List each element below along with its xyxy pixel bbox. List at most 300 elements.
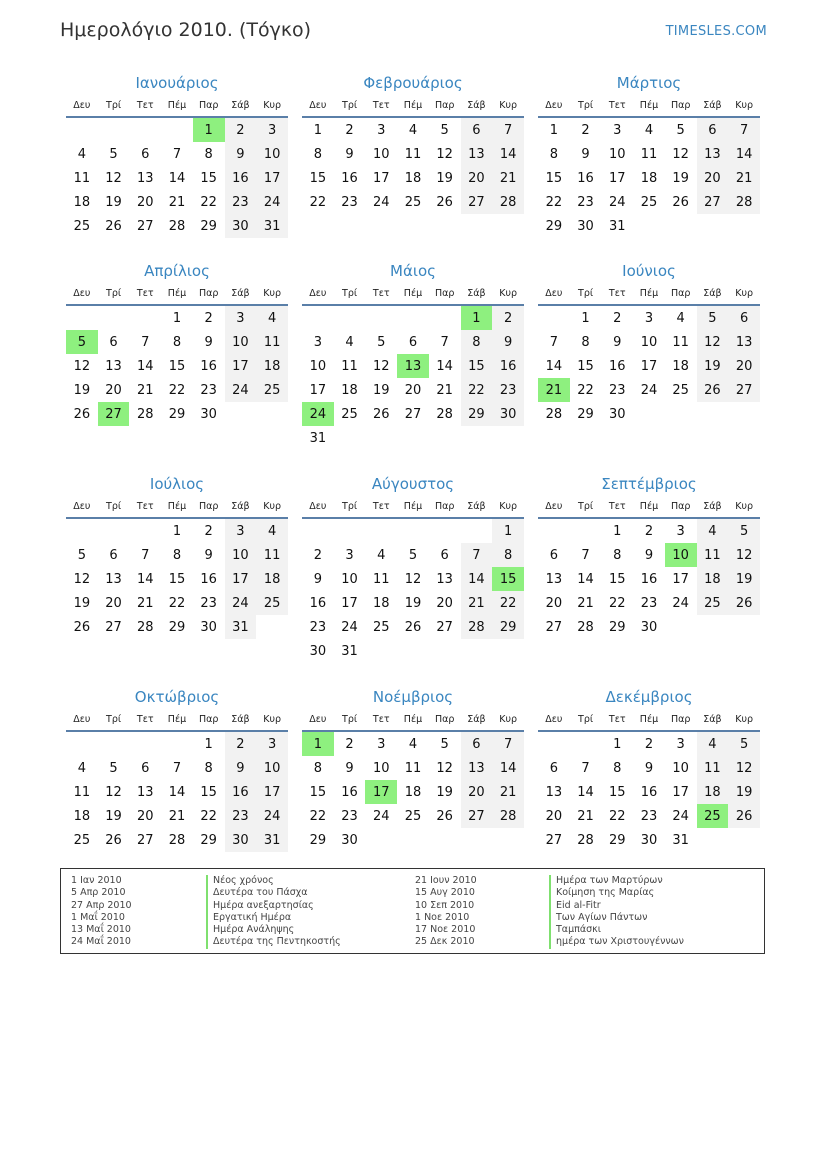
month-name: Ιανουάριος (135, 74, 219, 92)
weekday-header: Παρ (429, 708, 461, 731)
day-cell: 8 (313, 760, 322, 776)
day-cell: 21 (538, 378, 570, 402)
empty-cell (429, 639, 461, 663)
day-cell: 4 (697, 518, 729, 543)
day-cell: 19 (436, 784, 453, 800)
day-cell: 29 (608, 619, 626, 635)
day-cell: 4 (408, 122, 418, 138)
day-cell: 31 (256, 214, 288, 238)
day-cell: 14 (136, 358, 154, 374)
weekday-header: Παρ (429, 94, 461, 117)
day-cell: 23 (225, 190, 257, 214)
day-cell: 25 (73, 218, 91, 234)
day-cell: 4 (256, 518, 288, 543)
day-cell: 22 (492, 591, 524, 615)
legend-holiday-name: Κοίμηση της Μαρίας (549, 887, 684, 899)
day-cell: 3 (377, 736, 386, 752)
month-grid (538, 282, 760, 426)
day-cell: 11 (404, 146, 422, 162)
day-cell: 25 (672, 382, 689, 398)
day-cell: 11 (256, 543, 288, 567)
day-cell: 17 (256, 780, 288, 804)
day-cell: 7 (141, 547, 150, 563)
empty-cell (665, 615, 697, 639)
day-cell: 28 (577, 619, 594, 635)
day-cell: 5 (109, 146, 118, 162)
weekday-header: Τετ (129, 708, 161, 731)
month-name: Οκτώβριος (134, 688, 220, 706)
day-cell: 9 (225, 142, 257, 166)
day-cell: 12 (436, 146, 453, 162)
legend-date: 1 Νοε 2010 (415, 911, 470, 923)
day-cell: 6 (109, 334, 118, 350)
day-cell: 19 (404, 595, 422, 611)
day-cell: 12 (436, 760, 453, 776)
day-cell: 26 (697, 378, 729, 402)
weekday-header: Παρ (193, 94, 225, 117)
day-cell: 18 (73, 194, 91, 210)
day-cell: 28 (136, 406, 154, 422)
day-cell: 19 (73, 382, 91, 398)
empty-cell (397, 305, 429, 330)
day-cell: 14 (492, 756, 524, 780)
weekday-header: Τετ (601, 495, 633, 518)
day-cell: 14 (461, 567, 493, 591)
day-cell: 27 (105, 619, 122, 635)
day-cell: 13 (461, 756, 493, 780)
day-cell: 4 (345, 334, 354, 350)
day-cell: 9 (313, 571, 322, 587)
weekday-header: Δευ (66, 282, 98, 305)
weekday-header: Τετ (129, 282, 161, 305)
day-cell: 4 (377, 547, 386, 563)
weekday-header: Δευ (538, 708, 570, 731)
weekday-header: Δευ (302, 708, 334, 731)
day-cell: 10 (665, 543, 697, 567)
day-cell: 13 (545, 784, 563, 800)
day-cell: 14 (492, 142, 524, 166)
weekday-header: Κυρ (256, 708, 288, 731)
day-cell: 6 (461, 731, 493, 756)
day-cell: 8 (581, 334, 590, 350)
day-cell: 15 (577, 358, 594, 374)
empty-cell (665, 214, 697, 238)
day-cell: 12 (372, 358, 390, 374)
day-cell: 13 (728, 330, 760, 354)
empty-cell (256, 615, 288, 639)
day-cell: 26 (73, 619, 91, 635)
day-cell: 5 (377, 334, 386, 350)
day-cell: 3 (313, 334, 322, 350)
day-cell: 24 (225, 378, 257, 402)
day-cell: 28 (168, 832, 186, 848)
day-cell: 27 (404, 406, 422, 422)
day-cell: 21 (168, 194, 186, 210)
weekday-header: Τρί (570, 495, 602, 518)
weekday-header: Σάβ (461, 495, 493, 518)
day-cell: 17 (372, 170, 390, 186)
day-cell: 28 (577, 832, 594, 848)
empty-cell (334, 518, 366, 543)
day-cell: 27 (461, 190, 493, 214)
empty-cell (397, 828, 429, 852)
day-cell: 15 (545, 170, 563, 186)
day-cell: 29 (492, 615, 524, 639)
day-cell: 7 (141, 334, 150, 350)
day-cell: 22 (608, 808, 626, 824)
weekday-header: Παρ (193, 282, 225, 305)
day-cell: 11 (404, 760, 422, 776)
holiday-legend (60, 868, 765, 954)
legend-holiday-name: Δευτέρα του Πάσχα (206, 887, 341, 899)
month-name: Μάιος (390, 262, 436, 280)
day-cell: 26 (404, 619, 422, 635)
empty-cell (129, 305, 161, 330)
empty-cell (98, 518, 130, 543)
day-cell: 30 (640, 619, 658, 635)
weekday-header: Σάβ (225, 94, 257, 117)
legend-date: 27 Απρ 2010 (71, 899, 132, 911)
day-cell: 11 (256, 330, 288, 354)
legend-holiday-name: Νέος χρόνος (206, 875, 341, 887)
day-cell: 28 (728, 190, 760, 214)
empty-cell (492, 639, 524, 663)
day-cell: 1 (613, 523, 622, 539)
day-cell: 16 (225, 780, 257, 804)
empty-cell (365, 639, 397, 663)
day-cell: 2 (644, 523, 654, 539)
day-cell: 27 (697, 190, 729, 214)
day-cell: 11 (697, 543, 729, 567)
day-cell: 16 (309, 595, 327, 611)
month-name: Σεπτέμβριος (601, 475, 697, 493)
empty-cell (538, 731, 570, 756)
weekday-header: Πέμ (633, 708, 665, 731)
day-cell: 8 (313, 146, 322, 162)
day-cell: 6 (141, 146, 150, 162)
day-cell: 13 (397, 354, 429, 378)
day-cell: 7 (549, 334, 558, 350)
empty-cell (66, 731, 98, 756)
legend-holiday-name: Των Αγίων Πάντων (549, 912, 684, 924)
weekday-header: Δευ (302, 495, 334, 518)
day-cell: 13 (461, 142, 493, 166)
day-cell: 27 (545, 619, 563, 635)
day-cell: 29 (461, 402, 493, 426)
day-cell: 2 (613, 310, 622, 326)
day-cell: 6 (109, 547, 118, 563)
day-cell: 17 (256, 166, 288, 190)
day-cell: 16 (341, 170, 358, 186)
weekday-header: Κυρ (256, 282, 288, 305)
day-cell: 29 (545, 218, 563, 234)
empty-cell (334, 426, 366, 450)
day-cell: 13 (436, 571, 453, 587)
day-cell: 13 (105, 571, 122, 587)
weekday-header: Τρί (98, 94, 130, 117)
day-cell: 10 (372, 760, 390, 776)
day-cell: 14 (545, 358, 563, 374)
day-cell: 13 (136, 170, 154, 186)
day-cell: 22 (461, 378, 493, 402)
day-cell: 11 (672, 334, 689, 350)
day-cell: 11 (697, 756, 729, 780)
day-cell: 26 (436, 194, 453, 210)
day-cell: 20 (436, 595, 453, 611)
legend-names-right (549, 875, 684, 949)
month-block (302, 72, 524, 214)
empty-cell (461, 828, 493, 852)
weekday-header: Κυρ (492, 94, 524, 117)
day-cell: 9 (345, 760, 354, 776)
day-cell: 3 (345, 547, 354, 563)
month-name: Νοέμβριος (372, 688, 454, 706)
month-name: Αύγουστος (371, 475, 455, 493)
weekday-header: Κυρ (728, 282, 760, 305)
day-cell: 25 (404, 194, 422, 210)
day-cell: 29 (608, 832, 626, 848)
day-cell: 14 (168, 784, 186, 800)
empty-cell (697, 828, 729, 852)
weekday-header: Τρί (334, 282, 366, 305)
empty-cell (461, 518, 493, 543)
month-name: Απρίλιος (144, 262, 210, 280)
empty-cell (461, 426, 493, 450)
day-cell: 18 (372, 595, 390, 611)
day-cell: 20 (545, 595, 563, 611)
empty-cell (728, 214, 760, 238)
day-cell: 22 (168, 595, 186, 611)
day-cell: 19 (372, 382, 390, 398)
day-cell: 7 (492, 731, 524, 756)
day-cell: 23 (640, 595, 658, 611)
day-cell: 12 (105, 784, 122, 800)
day-cell: 7 (172, 760, 182, 776)
month-block (538, 473, 760, 639)
empty-cell (225, 402, 257, 426)
day-cell: 18 (73, 808, 91, 824)
day-cell: 23 (341, 808, 358, 824)
weekday-header: Τρί (334, 495, 366, 518)
day-cell: 24 (372, 808, 390, 824)
empty-cell (129, 731, 161, 756)
day-cell: 24 (672, 808, 689, 824)
legend-holiday-name: Ταμπάσκι (549, 924, 684, 936)
day-cell: 8 (172, 547, 182, 563)
day-cell: 18 (672, 358, 689, 374)
legend-date: 15 Αυγ 2010 (415, 887, 475, 899)
day-cell: 2 (225, 117, 257, 142)
weekday-header: Τετ (129, 495, 161, 518)
day-cell: 6 (728, 305, 760, 330)
day-cell: 5 (440, 122, 449, 138)
legend-holiday-name: ημέρα των Χριστουγέννων (549, 936, 684, 948)
day-cell: 3 (256, 731, 288, 756)
month-grid (302, 282, 524, 450)
day-cell: 12 (697, 330, 729, 354)
day-cell: 3 (676, 523, 685, 539)
weekday-header: Κυρ (256, 94, 288, 117)
day-cell: 3 (676, 736, 685, 752)
day-cell: 30 (200, 619, 217, 635)
day-cell: 27 (98, 402, 130, 426)
weekday-header: Κυρ (256, 495, 288, 518)
empty-cell (302, 305, 334, 330)
weekday-header: Κυρ (728, 94, 760, 117)
legend-holiday-name: Ημέρα Ανάληψης (206, 924, 341, 936)
month-block (66, 260, 288, 426)
day-cell: 24 (341, 619, 358, 635)
day-cell: 19 (728, 780, 760, 804)
weekday-header: Τρί (570, 282, 602, 305)
day-cell: 4 (697, 731, 729, 756)
weekday-header: Σάβ (697, 708, 729, 731)
weekday-header: Κυρ (492, 708, 524, 731)
day-cell: 2 (492, 305, 524, 330)
day-cell: 17 (225, 567, 257, 591)
weekday-header: Πέμ (633, 282, 665, 305)
day-cell: 9 (644, 760, 654, 776)
weekday-header: Δευ (66, 94, 98, 117)
empty-cell (728, 402, 760, 426)
day-cell: 25 (640, 194, 658, 210)
day-cell: 12 (728, 543, 760, 567)
day-cell: 2 (644, 736, 654, 752)
day-cell: 10 (225, 330, 257, 354)
day-cell: 31 (225, 615, 257, 639)
day-cell: 30 (492, 402, 524, 426)
day-cell: 2 (345, 122, 354, 138)
site-logo[interactable]: TIMESLES.COM (665, 24, 767, 39)
day-cell: 16 (200, 571, 217, 587)
day-cell: 19 (697, 354, 729, 378)
day-cell: 28 (436, 406, 453, 422)
day-cell: 15 (309, 170, 327, 186)
day-cell: 3 (644, 310, 654, 326)
day-cell: 17 (672, 571, 689, 587)
weekday-header: Παρ (429, 495, 461, 518)
weekday-header: Πέμ (161, 708, 193, 731)
day-cell: 15 (309, 784, 327, 800)
day-cell: 6 (461, 117, 493, 142)
day-cell: 11 (640, 146, 658, 162)
legend-date: 13 Μαΐ 2010 (71, 924, 131, 936)
weekday-header: Πέμ (397, 282, 429, 305)
day-cell: 24 (640, 382, 658, 398)
day-cell: 6 (549, 547, 558, 563)
day-cell: 23 (640, 808, 658, 824)
day-cell: 7 (581, 547, 590, 563)
empty-cell (365, 426, 397, 450)
day-cell: 17 (608, 170, 626, 186)
weekday-header: Πέμ (161, 282, 193, 305)
weekday-header: Πέμ (397, 94, 429, 117)
legend-holiday-name: Εργατική Ημέρα (206, 912, 341, 924)
day-cell: 17 (341, 595, 358, 611)
weekday-header: Κυρ (492, 495, 524, 518)
weekday-header: Τετ (601, 708, 633, 731)
day-cell: 9 (613, 334, 622, 350)
day-cell: 16 (608, 358, 626, 374)
month-name: Ιούνιος (622, 262, 676, 280)
day-cell: 19 (672, 170, 689, 186)
legend-date: 5 Απρ 2010 (71, 887, 126, 899)
month-grid (66, 94, 288, 238)
weekday-header: Παρ (193, 495, 225, 518)
weekday-header: Σάβ (697, 94, 729, 117)
day-cell: 23 (200, 595, 217, 611)
day-cell: 11 (73, 170, 91, 186)
day-cell: 22 (577, 382, 594, 398)
day-cell: 8 (613, 547, 622, 563)
day-cell: 12 (73, 571, 91, 587)
day-cell: 7 (440, 334, 449, 350)
day-cell: 24 (225, 591, 257, 615)
day-cell: 1 (581, 310, 590, 326)
day-cell: 12 (105, 170, 122, 186)
legend-date: 10 Σεπ 2010 (415, 899, 475, 911)
day-cell: 8 (549, 146, 558, 162)
day-cell: 30 (608, 406, 626, 422)
weekday-header: Τρί (570, 94, 602, 117)
day-cell: 2 (204, 310, 213, 326)
day-cell: 12 (672, 146, 689, 162)
day-cell: 3 (613, 122, 622, 138)
empty-cell (728, 828, 760, 852)
weekday-header: Σάβ (225, 495, 257, 518)
weekday-header: Σάβ (697, 282, 729, 305)
empty-cell (492, 426, 524, 450)
legend-holiday-name: Eid al-Fitr (549, 900, 684, 912)
day-cell: 5 (109, 760, 118, 776)
day-cell: 29 (168, 619, 186, 635)
day-cell: 16 (225, 166, 257, 190)
day-cell: 23 (492, 378, 524, 402)
day-cell: 1 (172, 310, 182, 326)
day-cell: 10 (309, 358, 327, 374)
day-cell: 24 (608, 194, 626, 210)
day-cell: 20 (697, 166, 729, 190)
day-cell: 2 (313, 547, 322, 563)
day-cell: 5 (440, 736, 449, 752)
day-cell: 13 (105, 358, 122, 374)
day-cell: 3 (225, 305, 257, 330)
weekday-header: Τρί (334, 708, 366, 731)
day-cell: 17 (640, 358, 658, 374)
day-cell: 16 (492, 354, 524, 378)
day-cell: 28 (492, 190, 524, 214)
day-cell: 23 (200, 382, 217, 398)
day-cell: 30 (341, 832, 358, 848)
month-grid (538, 94, 760, 238)
month-block (302, 260, 524, 450)
weekday-header: Δευ (538, 282, 570, 305)
day-cell: 7 (461, 543, 493, 567)
day-cell: 13 (697, 142, 729, 166)
day-cell: 7 (172, 146, 182, 162)
day-cell: 9 (644, 547, 654, 563)
day-cell: 21 (492, 780, 524, 804)
day-cell: 14 (577, 571, 594, 587)
legend-dates-right (415, 875, 477, 949)
legend-dates-left (71, 875, 132, 949)
weekday-header: Κυρ (492, 282, 524, 305)
day-cell: 30 (640, 832, 658, 848)
day-cell: 11 (341, 358, 358, 374)
day-cell: 24 (256, 190, 288, 214)
month-name: Ιούλιος (149, 475, 205, 493)
weekday-header: Τετ (601, 94, 633, 117)
